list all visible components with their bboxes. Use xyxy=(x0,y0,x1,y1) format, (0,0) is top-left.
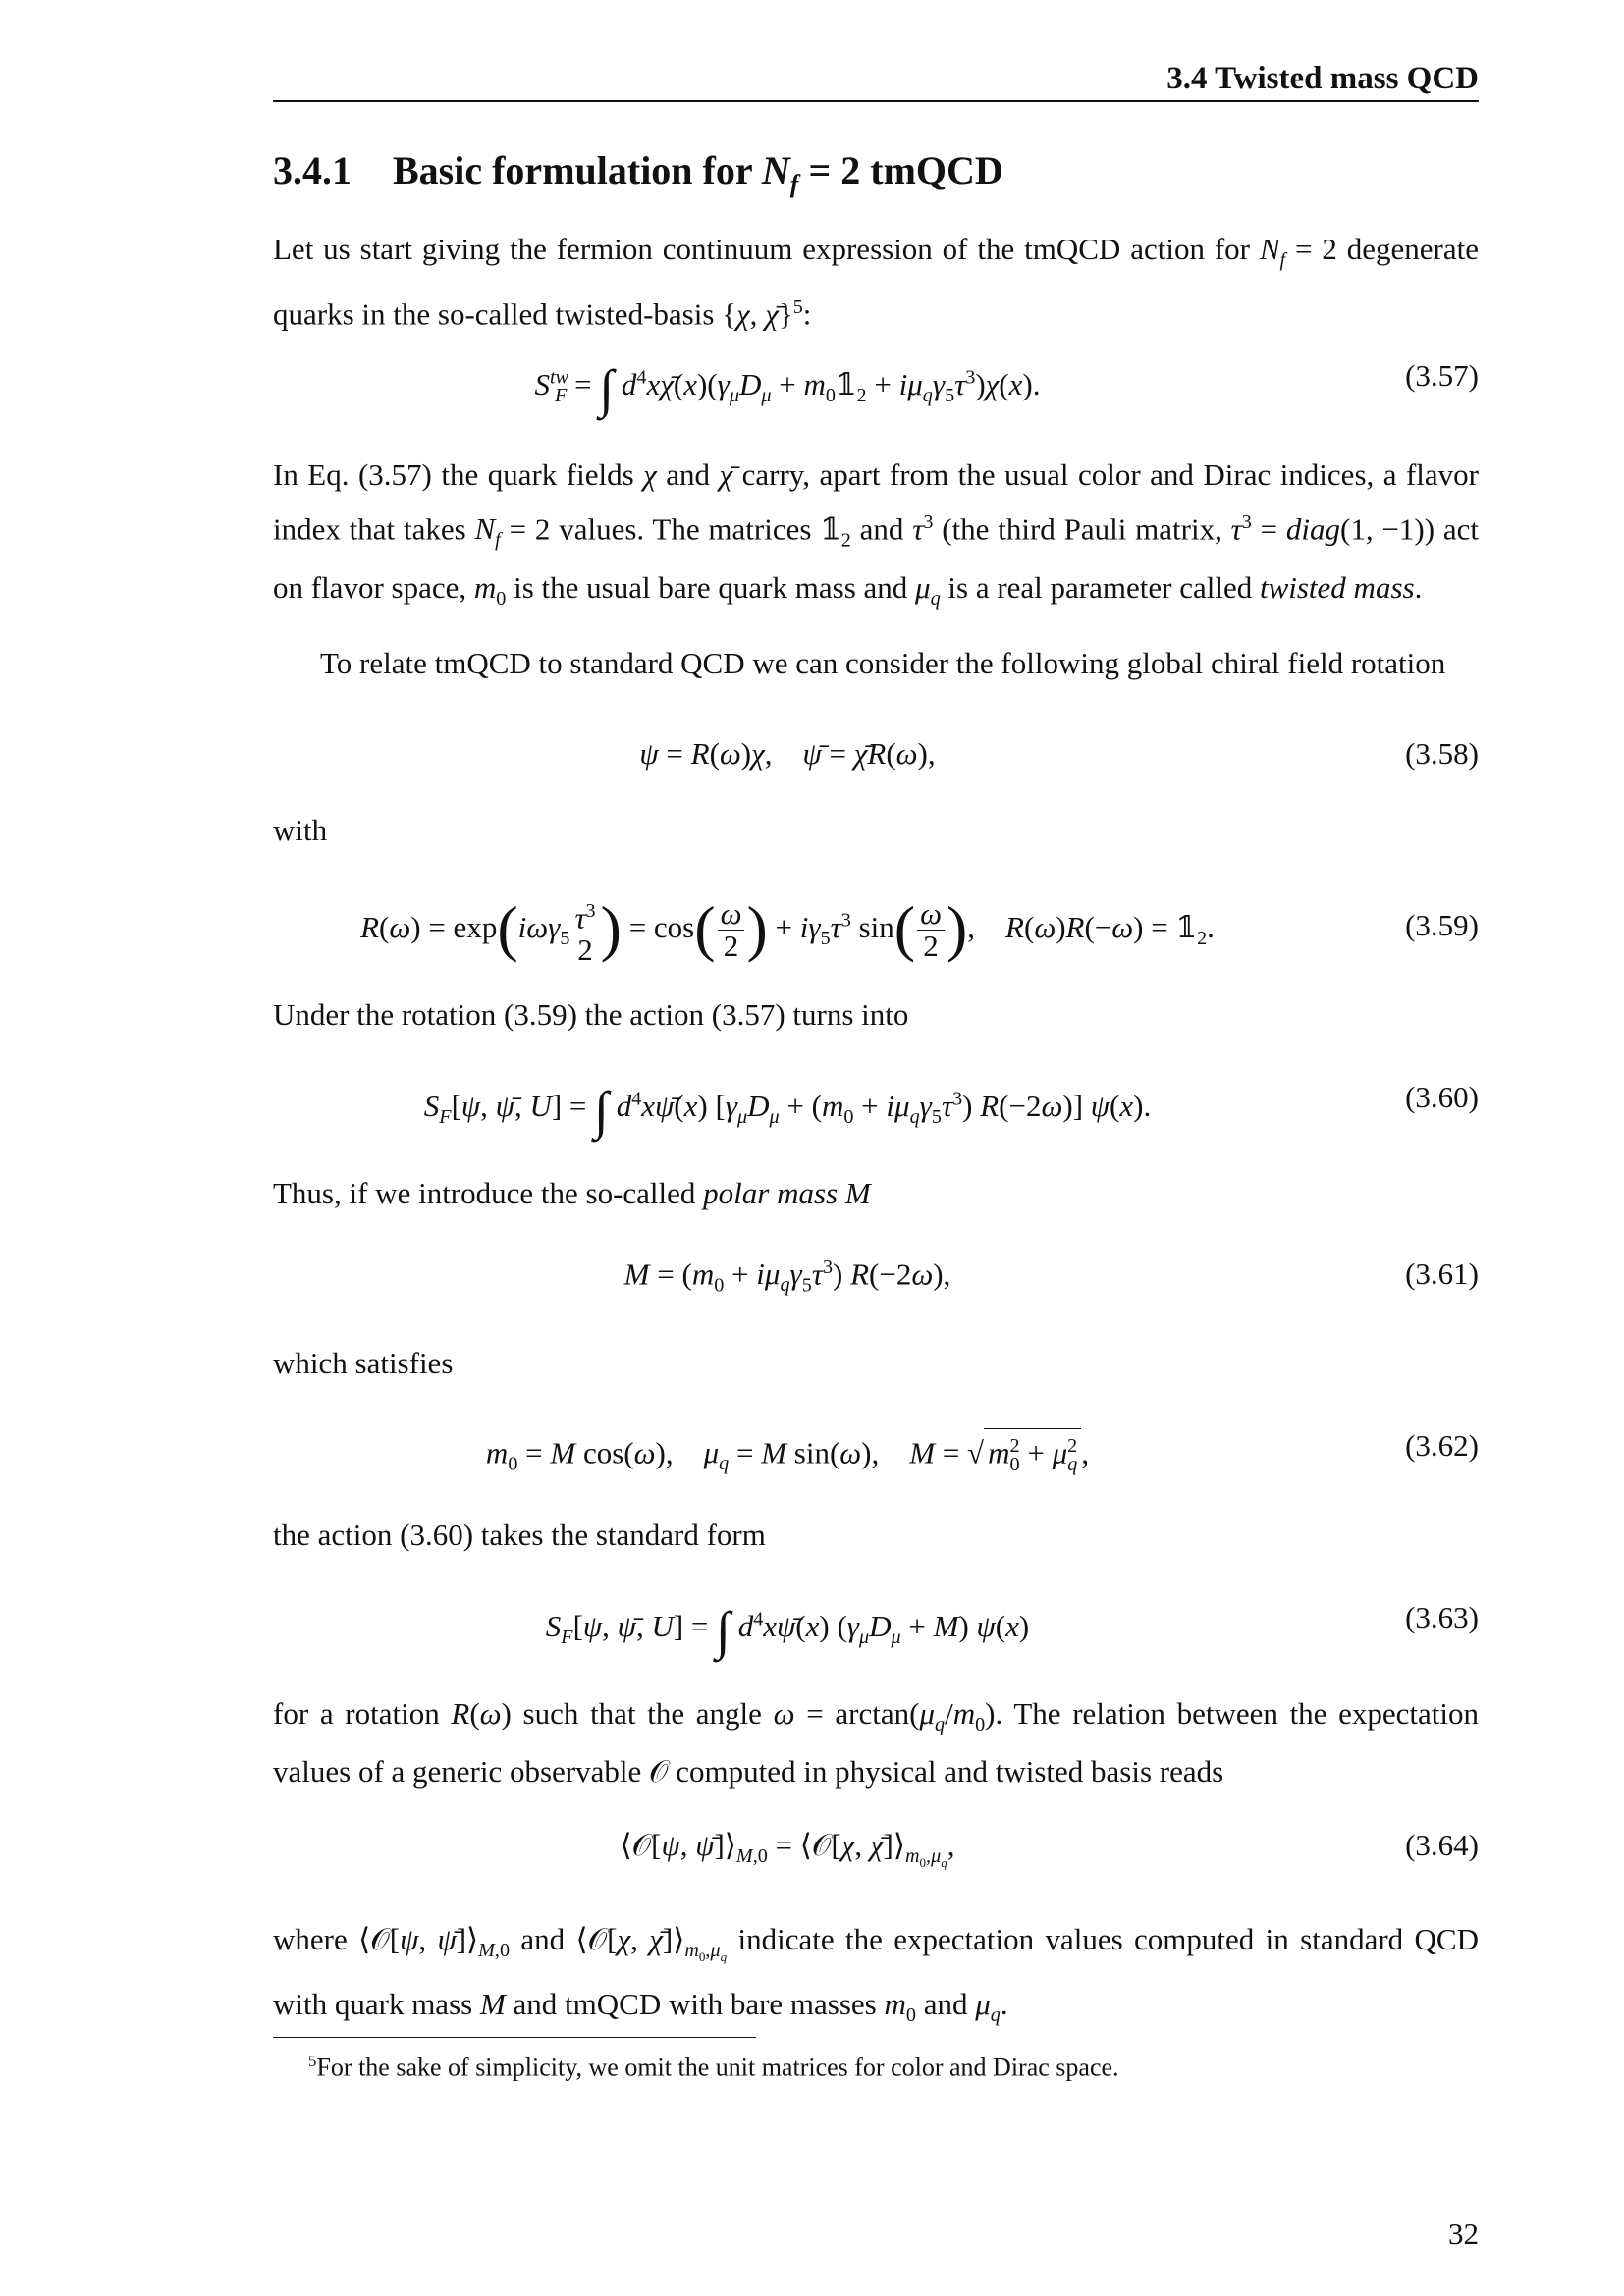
equation-3-61: $M = (m_0 + i\mu_q\gamma_5\tau^3)$ R(−2ω), (3.61) xyxy=(623,1256,1479,1297)
section-title xyxy=(273,147,1003,199)
section-heading: Basic formulation for $N_f = 2$ tmQCD xyxy=(393,148,1003,198)
paragraph-10: where ⟨𝒪[ψ, $\psī]⟩_{M,0}$ and ⟨𝒪[χ, $\chī]⟩_{m_0,\mu_q}$ indicate the expectation values computed in standard QCD with quark mass M and tmQCD with bare masses $m_0$ and $\mu_q$. xyxy=(273,1922,1479,2027)
equation-3-57: $S^{tw}_F$ = ∫ $d^4x\chī(x)(\gamma_\mu D_\mu$ + $m_0𝟙_2 + i\mu_q\gamma_5\tau^3)\chi(x)$. (3.57) xyxy=(534,358,1479,418)
equation-3-64: ⟨𝒪[ψ, $\psī]⟩_{M,0}$ = ⟨𝒪[χ, $\chī]⟩_{m_0,\mu_q}$, (3.64) xyxy=(620,1828,1479,1871)
paragraph-7: which satisfies xyxy=(273,1346,454,1380)
equation-tag: (3.58) xyxy=(1405,736,1479,771)
paragraph-5: Under the rotation (3.59) the action (3.57) turns into xyxy=(273,997,909,1032)
equation-3-60: $S_F[\psi$, ψ̄, U] = ∫ $d^4x\psī(x) [\gamma_\mu D_\mu + (m_0 + i\mu_q\gamma_5\tau^3)$ R(−2ω)] ψ(x). (3.60) xyxy=(423,1080,1479,1140)
footnote xyxy=(273,2044,1119,2086)
equation-tag: (3.59) xyxy=(1405,908,1479,942)
paragraph-8: the action (3.60) takes the standard form xyxy=(273,1518,766,1552)
running-head: 3.4 Twisted mass QCD xyxy=(273,57,1479,102)
equation-tag: (3.60) xyxy=(1405,1080,1479,1114)
equation-tag: (3.57) xyxy=(1405,358,1479,393)
equation-3-62: $m_0 = M$ cos(ω), $\mu_q = M$ sin(ω), M = √ $m^2_0 + \mu^2_q$ , (3.62) xyxy=(273,1428,1479,1487)
paragraph-1: Let us start giving the fermion continuum expression of the tmQCD action for $N_f = 2$ degenerate quarks in the so-called twisted-basis {χ, χ̄}$^5$: xyxy=(273,232,1479,332)
paragraph-2: In Eq. (3.57) the quark fields χ and χ̄ carry, apart from the usual color and Dirac indices, a flavor index that takes $N_f = 2$ values. The matrices $𝟙_2$ and $\tau^3$ (the third Pauli matrix, $\tau^3$ = diag(1, −1)) act on flavor space, $m_0$ is the usual bare quark mass and $\mu_q$ is a real parameter called twisted mass. xyxy=(273,457,1479,610)
equation-3-59: R(ω) = exp(iωγ$_5$ $\frac{\tau^3}{2}$ ) = cos( $\frac{\omega}{2}$ ) + $i\gamma_5\tau^3$ sin( $\frac{\omega}{2}$ ), $R(\omega)R(-\omega) = 𝟙_2$. (3.59) xyxy=(360,893,1479,968)
paragraph-4: with xyxy=(273,813,328,847)
paragraph-6: Thus, if we introduce the so-called polar mass M xyxy=(273,1176,871,1210)
page-number: 32 xyxy=(1448,2216,1479,2251)
footnote-rule xyxy=(273,2037,756,2038)
paragraph-3: To relate tmQCD to standard QCD we can consider the following global chiral field rotation xyxy=(320,646,1446,680)
equation-tag: (3.63) xyxy=(1405,1600,1479,1634)
section-number: 3.4.1 xyxy=(273,148,352,192)
paragraph-9: for a rotation R(ω) such that the angle $\omega = \arctan(\mu_q/m_0)$. The relation between the expectation values of a generic observable 𝒪 computed in physical and twisted basis reads xyxy=(273,1696,1480,1789)
equation-tag: (3.62) xyxy=(1405,1428,1479,1463)
footnote-mark: 5 xyxy=(308,2052,317,2070)
equation-tag: (3.64) xyxy=(1405,1828,1479,1862)
equation-tag: (3.61) xyxy=(1405,1256,1479,1291)
equation-3-63: $S_F[\psi$, ψ̄, U] = ∫ $d^4x\psī(x) (\gamma_\mu D_\mu + M)$ ψ(x) (3.63) xyxy=(545,1600,1479,1660)
equation-3-58: ψ = R(ω)χ, ψ̄ = χ̄R(ω), (3.58) xyxy=(639,736,1479,771)
footnote-text: For the sake of simplicity, we omit the unit matrices for color and Dirac space. xyxy=(316,2053,1119,2082)
